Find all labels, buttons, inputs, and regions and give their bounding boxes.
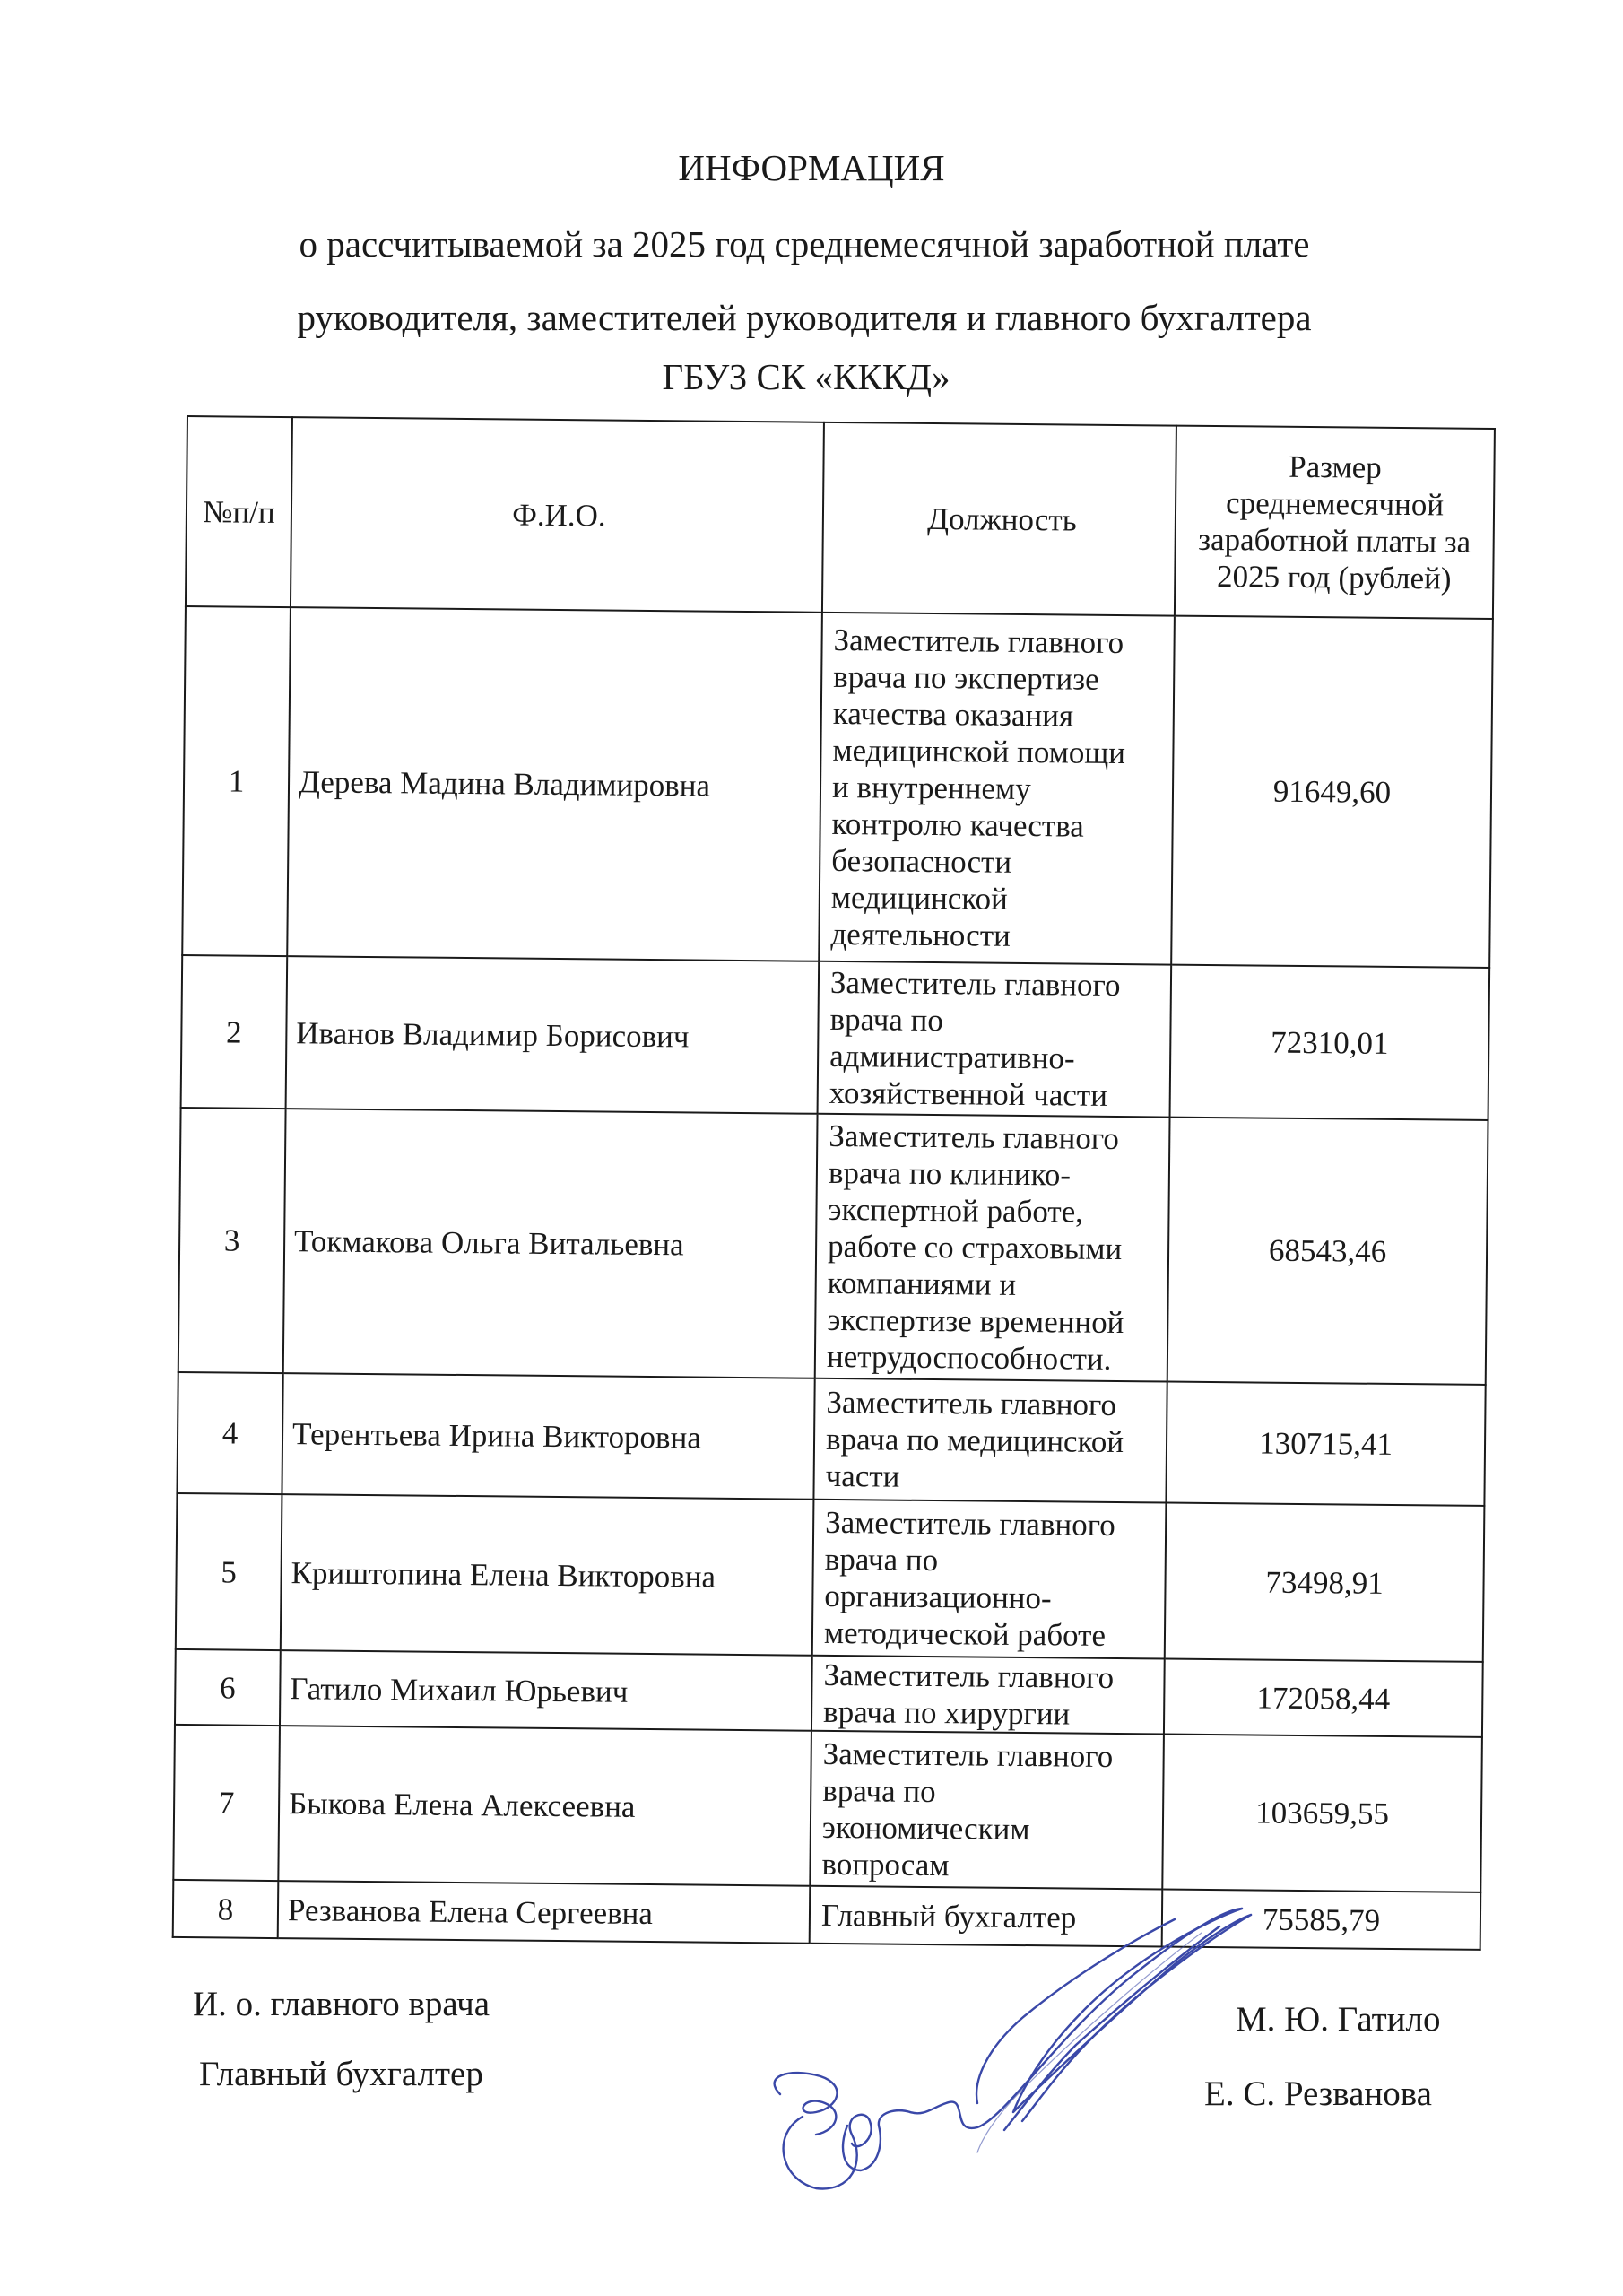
row-salary: 172058,44 — [1164, 1659, 1483, 1737]
table-row — [178, 1108, 1488, 1385]
row-number: 1 — [182, 606, 291, 956]
row-name: Иванов Владимир Борисович — [286, 956, 820, 1114]
row-name: Гатило Михаил Юрьевич — [280, 1650, 812, 1731]
organization-name: ГБУЗ СК «КККД» — [662, 356, 950, 397]
signatory-name-chief-accountant: Е. С. Резванова — [1204, 2074, 1432, 2113]
row-position: Главный бухгалтер — [810, 1886, 1163, 1947]
handwritten-signature — [753, 1892, 1255, 2215]
row-salary: 68543,46 — [1167, 1118, 1488, 1385]
signatory-role-chief-accountant: Главный бухгалтер — [199, 2055, 483, 2093]
signatory-name-chief-doctor: М. Ю. Гатило — [1236, 2000, 1441, 2039]
table-row — [175, 1649, 1483, 1737]
document-title: ИНФОРМАЦИЯ — [678, 147, 945, 188]
table-row — [176, 1493, 1485, 1662]
row-position: Заместитель главного врача по медицинской части — [813, 1378, 1167, 1503]
header-number: №п/п — [186, 416, 292, 607]
row-number: 6 — [175, 1649, 281, 1726]
row-number: 2 — [181, 955, 288, 1109]
table-header-row — [186, 416, 1495, 619]
row-name: Резванова Елена Сергеевна — [278, 1881, 811, 1944]
row-position: Заместитель главного врача по хирургии — [812, 1656, 1165, 1735]
table-row — [182, 606, 1493, 968]
row-position: Заместитель главного врача по клинико- экспертной работе, работе со страховыми компаниями и экспертизе временной нетрудоспособности. — [815, 1114, 1170, 1382]
header-position: Должность — [822, 422, 1176, 616]
row-salary: 75585,79 — [1162, 1890, 1481, 1950]
row-salary: 130715,41 — [1166, 1382, 1485, 1506]
row-salary: 73498,91 — [1165, 1503, 1485, 1662]
row-salary: 91649,60 — [1171, 616, 1493, 968]
row-salary: 103659,55 — [1162, 1735, 1482, 1892]
row-number: 7 — [173, 1725, 280, 1881]
row-position: Заместитель главного врача по экономическим вопросам — [810, 1731, 1164, 1890]
table-row — [177, 1372, 1485, 1506]
header-name: Ф.И.О. — [291, 417, 824, 613]
row-name: Терентьева Ирина Викторовна — [282, 1373, 814, 1500]
table-row — [173, 1725, 1482, 1892]
row-salary: 72310,01 — [1170, 965, 1490, 1120]
table-row — [181, 955, 1490, 1120]
row-number: 3 — [178, 1108, 286, 1373]
signatory-role-chief-doctor: И. о. главного врача — [193, 1985, 490, 2023]
row-name: Токмакова Ольга Витальевна — [283, 1109, 818, 1378]
document-subtitle-line-1: о рассчитываемой за 2025 год среднемесячной заработной плате — [299, 223, 1310, 265]
row-position: Заместитель главного врача по организационно- методической работе — [812, 1500, 1167, 1659]
row-position: Заместитель главного врача по административно- хозяйственной части — [818, 961, 1172, 1118]
row-name: Дерева Мадина Владимировна — [287, 607, 822, 961]
row-position: Заместитель главного врача по экспертизе качества оказания медицинской помощи и внутреннему контролю качества безопасности медицинской деятельности — [819, 613, 1175, 965]
row-number: 5 — [176, 1493, 282, 1650]
row-number: 8 — [173, 1880, 279, 1938]
header-salary: Размер среднемесячной заработной платы за 2025 год (рублей) — [1175, 426, 1495, 619]
row-name: Криштопина Елена Викторовна — [281, 1494, 814, 1656]
salary-table — [172, 415, 1496, 1951]
document-subtitle-line-2: руководителя, заместителей руководителя и главного бухгалтера — [297, 297, 1312, 338]
row-number: 4 — [177, 1372, 282, 1494]
row-name: Быкова Елена Алексеевна — [278, 1726, 812, 1886]
